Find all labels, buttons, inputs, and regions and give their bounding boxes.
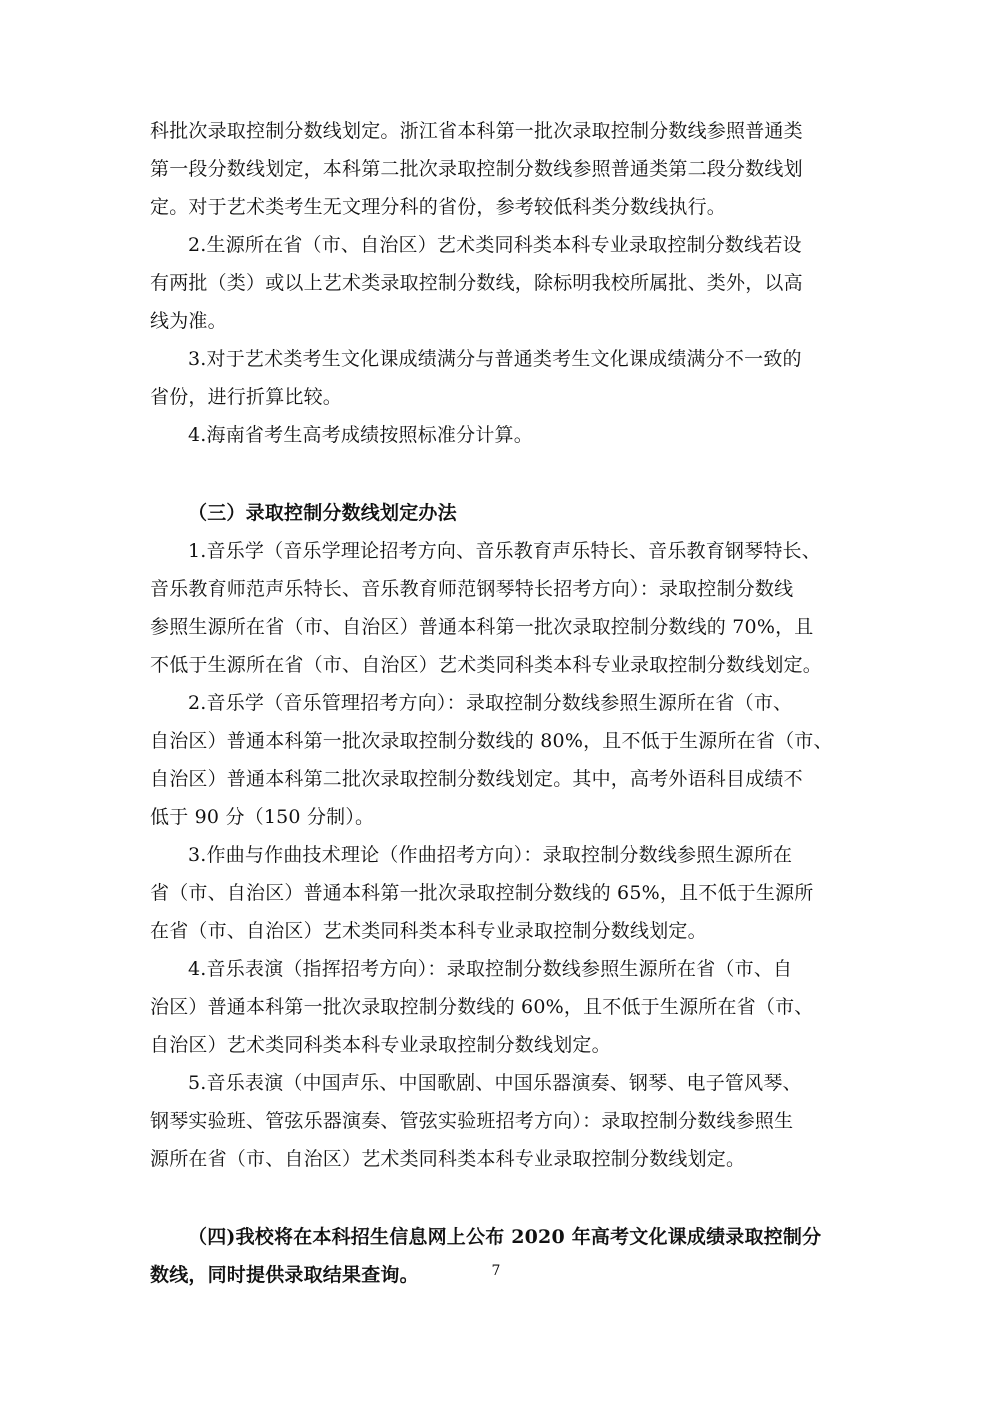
paragraph-rule-3: [150, 836, 834, 950]
paragraph-rule-2: [150, 684, 834, 836]
text-line: 线为准。: [150, 310, 227, 332]
paragraph-item-3: [150, 340, 834, 416]
text-line: 参照生源所在省（市、自治区）普通本科第一批次录取控制分数线的 70%，且: [150, 616, 814, 638]
text-line: 不低于生源所在省（市、自治区）艺术类同科类本科专业录取控制分数线划定。: [150, 654, 823, 676]
text-line: 5.音乐表演（中国声乐、中国歌剧、中国乐器演奏、钢琴、电子管风琴、: [188, 1072, 802, 1094]
text-line: 4.海南省考生高考成绩按照标准分计算。: [188, 424, 533, 446]
section-gap: [150, 454, 834, 494]
text-line: 治区）普通本科第一批次录取控制分数线的 60%，且不低于生源所在省（市、: [150, 996, 814, 1018]
text-line: 1.音乐学（音乐学理论招考方向、音乐教育声乐特长、音乐教育钢琴特长、: [188, 540, 821, 562]
section-heading-3: [150, 494, 834, 532]
text-line: 科批次录取控制分数线划定。浙江省本科第一批次录取控制分数线参照普通类: [150, 120, 803, 142]
text-line: 源所在省（市、自治区）艺术类同科类本科专业录取控制分数线划定。: [150, 1148, 746, 1170]
document-body: [150, 112, 834, 1294]
text-line: 3.作曲与作曲技术理论（作曲招考方向）：录取控制分数线参照生源所在: [188, 844, 793, 866]
text-line: 3.对于艺术类考生文化课成绩满分与普通类考生文化课成绩满分不一致的: [188, 348, 802, 370]
section-title-continued: 数线，同时提供录取结果查询。: [150, 1264, 419, 1286]
text-line: 有两批（类）或以上艺术类录取控制分数线，除标明我校所属批、类外，以高: [150, 272, 803, 294]
paragraph-rule-4: [150, 950, 834, 1064]
text-line: 自治区）普通本科第二批次录取控制分数线划定。其中，高考外语科目成绩不: [150, 768, 803, 790]
text-line: 4.音乐表演（指挥招考方向）：录取控制分数线参照生源所在省（市、自: [188, 958, 793, 980]
paragraph-item-2: [150, 226, 834, 340]
text-line: 省份，进行折算比较。: [150, 386, 343, 408]
text-line: 2.音乐学（音乐管理招考方向）：录取控制分数线参照生源所在省（市、: [188, 692, 793, 714]
text-line: 在省（市、自治区）艺术类同科类本科专业录取控制分数线划定。: [150, 920, 707, 942]
paragraph-rule-1: [150, 532, 834, 684]
paragraph-continued: [150, 112, 834, 226]
section-title: （三）录取控制分数线划定办法: [188, 502, 457, 524]
page-number: 7: [491, 1263, 501, 1279]
section-heading-4: [150, 1218, 834, 1294]
text-line: 第一段分数线划定，本科第二批次录取控制分数线参照普通类第二段分数线划: [150, 158, 803, 180]
paragraph-rule-5: [150, 1064, 834, 1178]
text-line: 低于 90 分（150 分制）。: [150, 806, 375, 828]
text-line: 省（市、自治区）普通本科第一批次录取控制分数线的 65%，且不低于生源所: [150, 882, 814, 904]
text-line: 自治区）艺术类同科类本科专业录取控制分数线划定。: [150, 1034, 611, 1056]
text-line: 2.生源所在省（市、自治区）艺术类同科类本科专业录取控制分数线若设: [188, 234, 802, 256]
text-line: 音乐教育师范声乐特长、音乐教育师范钢琴特长招考方向）：录取控制分数线: [150, 578, 794, 600]
text-line: 自治区）普通本科第一批次录取控制分数线的 80%，且不低于生源所在省（市、: [150, 730, 833, 752]
paragraph-item-4: [150, 416, 834, 454]
section-title: （四)我校将在本科招生信息网上公布 2020 年高考文化课成绩录取控制分: [188, 1226, 822, 1248]
section-gap: [150, 1178, 834, 1218]
text-line: 钢琴实验班、管弦乐器演奏、管弦实验班招考方向）：录取控制分数线参照生: [150, 1110, 794, 1132]
text-line: 定。对于艺术类考生无文理分科的省份，参考较低科类分数线执行。: [150, 196, 727, 218]
